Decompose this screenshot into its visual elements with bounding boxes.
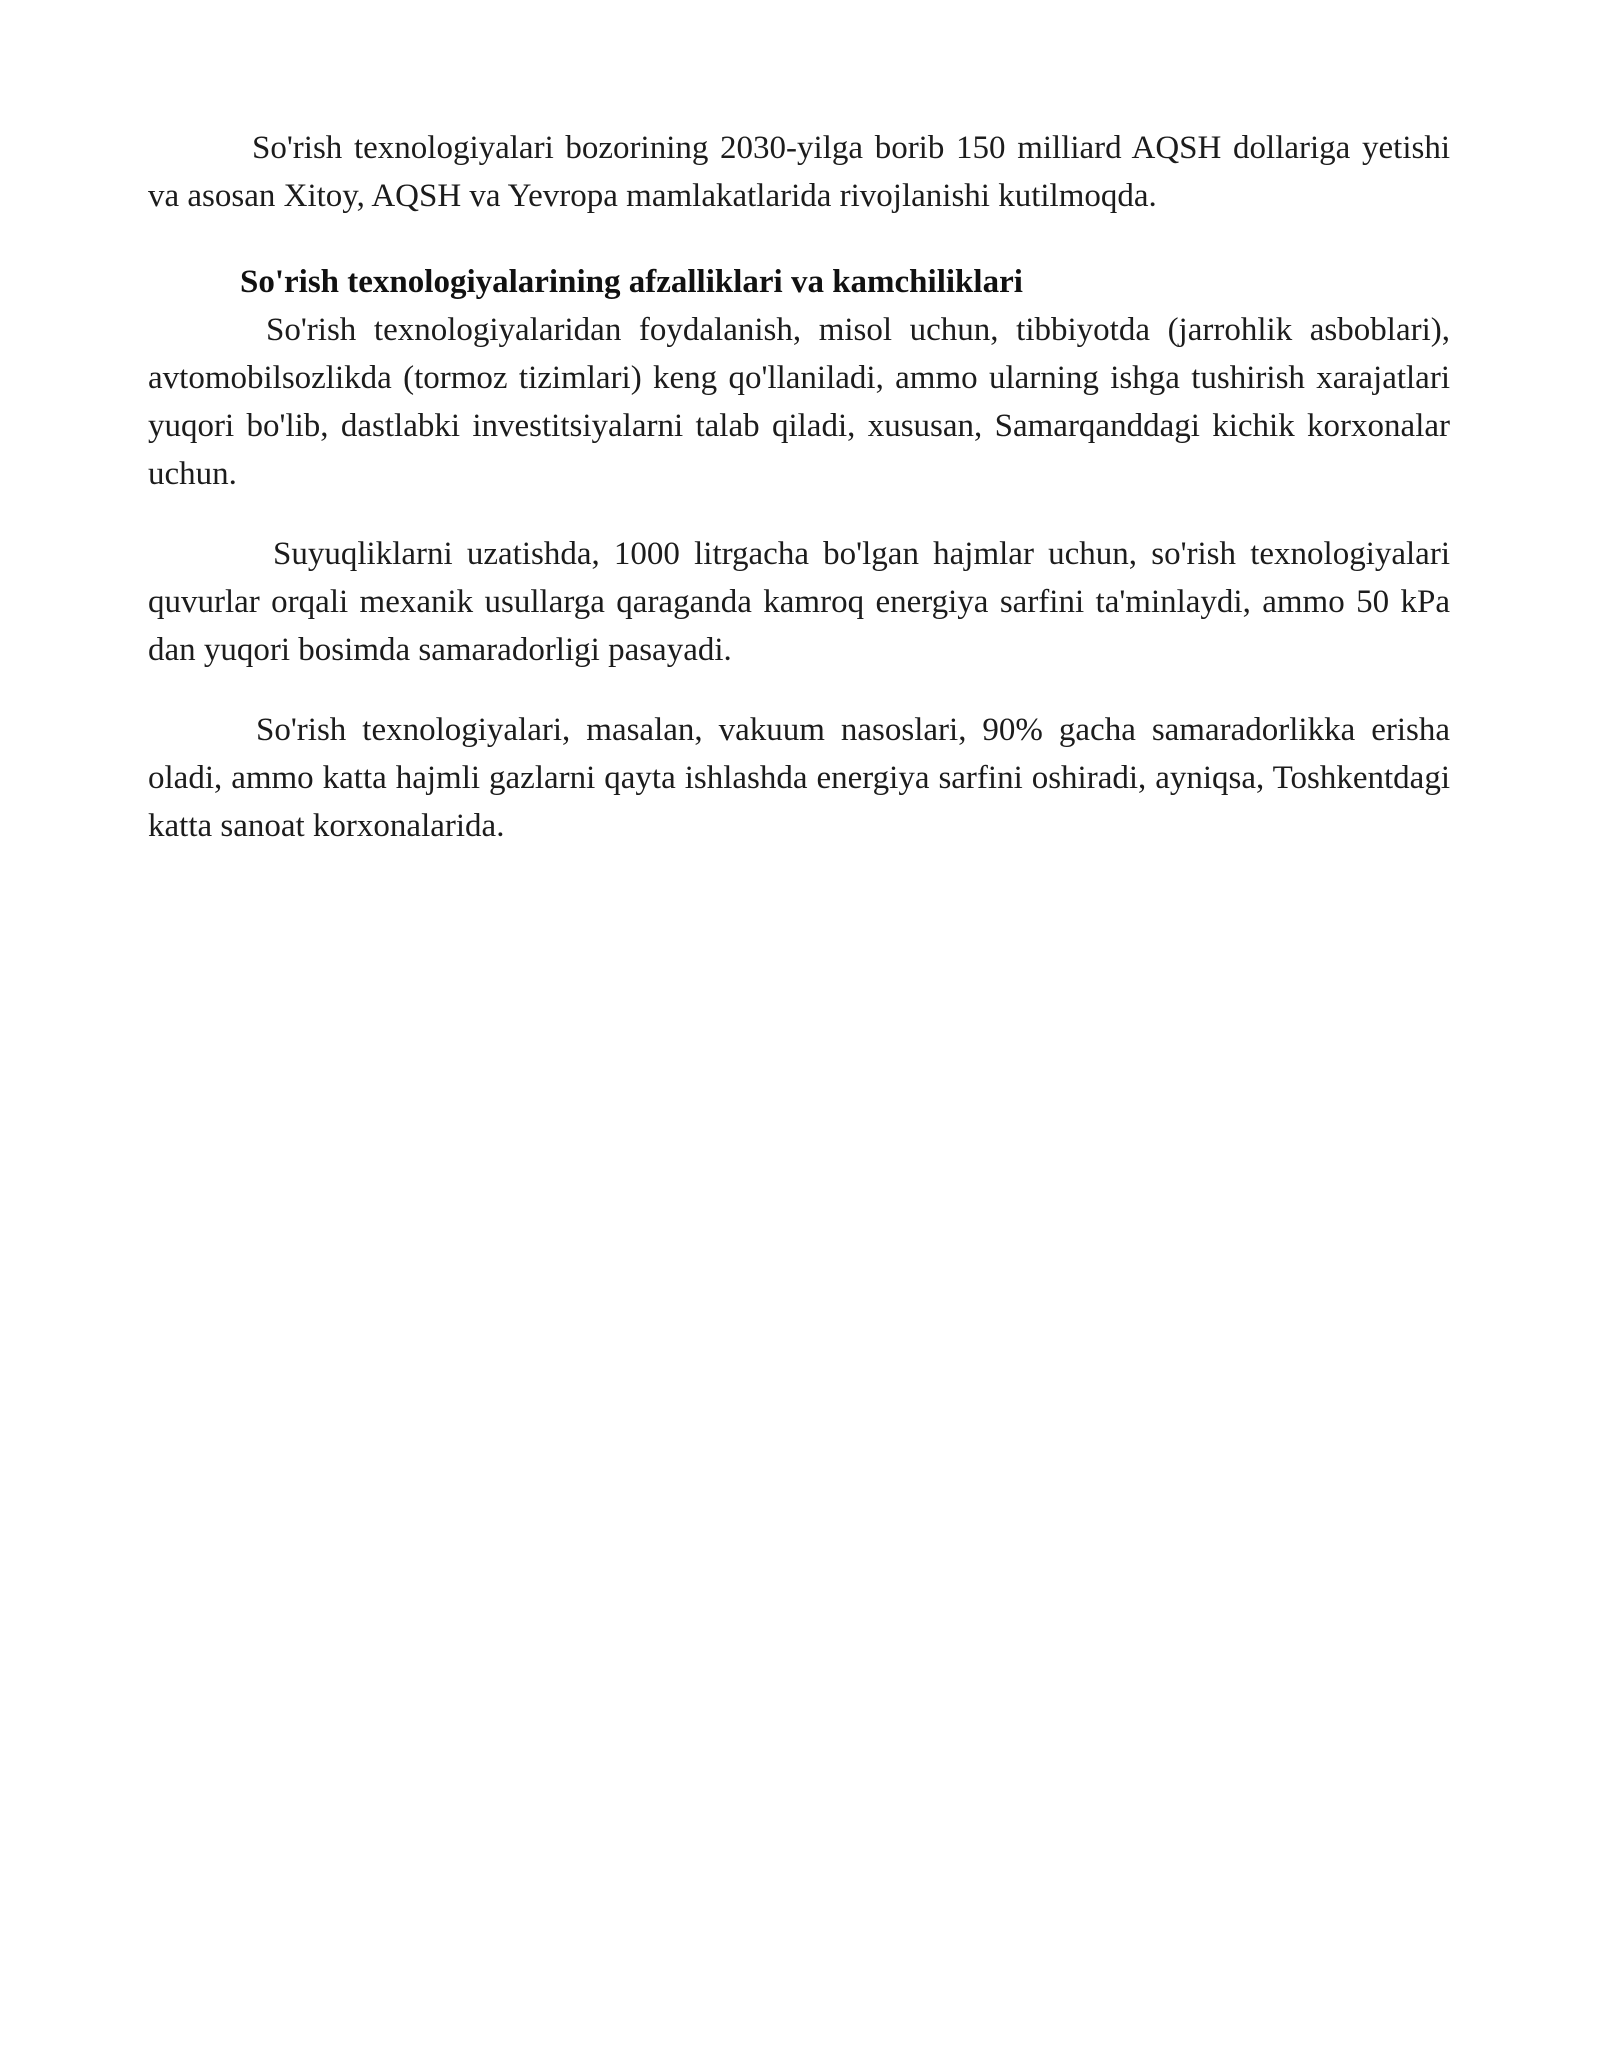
- section-heading: So'rish texnologiyalarining afzalliklari va kamchiliklari: [240, 264, 1023, 300]
- paragraph-market-forecast: So'rish texnologiyalari bozorining 2030-yilga borib 150 milliard AQSH dollariga yetishi va asosan Xitoy, AQSH va Yevropa mamlakatlarida rivojlanishi kutilmoqda.: [148, 130, 1450, 214]
- paragraph-liquids: Suyuqliklarni uzatishda, 1000 litrgacha bo'lgan hajmlar uchun, so'rish texnologiyalari quvurlar orqali mexanik usullarga qaraganda kamroq energiya sarfini ta'minlaydi, ammo 50 kPa dan yuqori bosimda samaradorligi pasayadi.: [148, 536, 1450, 668]
- paragraph-usage: So'rish texnologiyalaridan foydalanish, misol uchun, tibbiyotda (jarrohlik asboblari), avtomobilsozlikda (tormoz tizimlari) keng qo'llaniladi, ammo ularning ishga tushirish xarajatlari yuqori bo'lib, dastlabki investitsiyalarni talab qiladi, xususan, Samarqanddagi kichik korxonalar uchun.: [148, 312, 1450, 492]
- document-body: [148, 124, 1450, 850]
- paragraph-vacuum-pumps: So'rish texnologiyalari, masalan, vakuum nasoslari, 90% gacha samaradorlikka erisha oladi, ammo katta hajmli gazlarni qayta ishlashda energiya sarfini oshiradi, ayniqsa, Toshkentdagi katta sanoat korxonalarida.: [148, 712, 1450, 844]
